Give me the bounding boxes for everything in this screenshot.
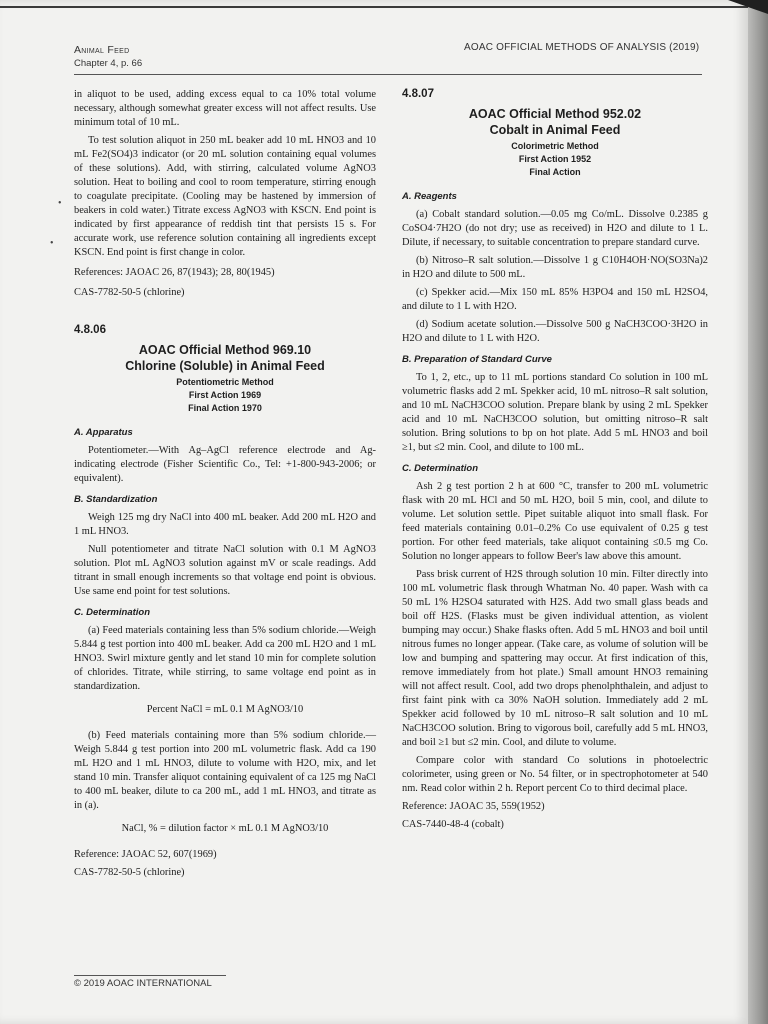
corner-mark: [728, 0, 768, 14]
copyright-footer: © 2019 AOAC INTERNATIONAL: [74, 978, 212, 989]
paragraph: To 1, 2, etc., up to 11 mL portions standard Co solution in 100 mL volumetric flasks add 2 mL Spekker acid, 10 mL nitroso–R salt solution, and 10 mL NaCH3COO solution. Prepare blank by using 2 mL Spekker acid and 10 mL NaCH3COO solution, but omitting nitroso–R salt solution. Bring solutions to bp on hot plate. Add 5 mL HNO3 and boil ≥1, but ≤2 min. Cool, and dilute to 100 mL.: [402, 372, 708, 453]
subsection-heading: B. Preparation of Standard Curve: [402, 354, 552, 365]
running-header-left: [74, 44, 142, 70]
right-column: [402, 88, 708, 836]
running-header-right: AOAC OFFICIAL METHODS OF ANALYSIS (2019): [464, 42, 700, 53]
chapter-name: Animal Feed: [74, 44, 130, 56]
footer-rule: [74, 975, 226, 976]
method-subject: Chlorine (Soluble) in Animal Feed: [125, 359, 325, 373]
subsection-heading: C. Determination: [74, 607, 151, 618]
header-rule: [74, 74, 702, 75]
paragraph: Ash 2 g test portion 2 h at 600 °C, transfer to 200 mL volumetric flask with 20 mL HCl and 50 mL H2O, boil 5 min, cool, and dilute to volume. Let solution settle. Pipet suitable aliquot into small flask. For feed materials containing 0.01–0.2% Co use equivalent of 0.25 g test portion. For other feed materials, take aliquot containing ≤0.5 mg Co. Solution no longer appears to follow Beer's law above this amount.: [402, 481, 708, 562]
reference: Reference: JAOAC 52, 607(1969): [74, 849, 217, 860]
method-title: AOAC Official Method 969.10: [138, 343, 312, 357]
paragraph: Potentiometer.—With Ag–AgCl reference electrode and Ag-indicating electrode (Fisher Scientific Co., Tel: +1-800-943-2006; or equivalent).: [74, 445, 376, 484]
paragraph: To test solution aliquot in 250 mL beaker add 10 mL HNO3 and 10 mL Fe2(SO4)3 indicator (or 20 mL solution containing equal volumes of these solutions). Add, with stirring, calculated volume AgNO3 solution. Heat to boiling and cool to room temperature, stirring enough to coagulate precipitate. (Cooling may be hastened by immersion of beakers in cold water.) Titrate excess AgNO3 with KSCN. End point is indicated by first appearance of reddish tint that persists 15 s. For accurate work, use reference solution containing all ingredients except KSCN. End point is first change in color.: [74, 135, 376, 258]
paragraph: in aliquot to be used, adding excess equal to ca 10% total volume necessary, although somewhat greater excess will not affect results. Use minimum total of 10 mL.: [74, 89, 376, 128]
top-border-line: [0, 6, 760, 8]
chapter-page: Chapter 4, p. 66: [74, 58, 143, 69]
left-column: [74, 88, 376, 884]
paragraph: (b) Nitroso–R salt solution.—Dissolve 1 g C10H4OH·NO(SO3Na)2 in H2O and dilute to 500 mL.: [402, 255, 708, 280]
paragraph: Pass brisk current of H2S through solution 10 min. Filter directly into 100 mL volumetric flask through Whatman No. 40 paper. Wash with ca 50 mL 1% H2SO4 saturated with H2S. Add two small glass beads and boil off H2S. (Flasks must be given individual attention, as violent bumping may occur.) Shake flasks often. Add 5 mL HNO3 and boil until nitrous fumes no longer appear. (Take care, as volume of solution will be low and bumping and spattering may occur. At first indication of this, remove immediately from hot plate.) Small amount HNO3 remaining will not affect result. Cool, add two drops phenolphthalein, and adjust to first faint pink with ca 30% NaOH solution. Immediately add 2 mL Spekker acid followed by 10 mL nitroso–R salt solution and 10 mL NaCH3COO solution. Bring to vigorous boil, carefully add 5 mL HNO3, and boil ≥1 but ≤2 min. Cool, and dilute to volume.: [402, 569, 708, 748]
first-action: First Action 1969: [188, 390, 262, 400]
reference: Reference: JAOAC 35, 559(1952): [402, 801, 545, 812]
paragraph: Null potentiometer and titrate NaCl solution with 0.1 M AgNO3 solution. Plot mL AgNO3 solution against mV or scale readings. Add titrant in small enough increments so that voltage end point is obvious. Use same end point for test solutions.: [74, 544, 376, 597]
paragraph: Compare color with standard Co solutions in photoelectric colorimeter, using green or No. 54 filter, or in spectrophotometer at 540 nm. Read color within 2 h. Report percent Co to third decimal place.: [402, 755, 708, 794]
method-type: Colorimetric Method: [511, 141, 599, 151]
paragraph: (d) Sodium acetate solution.—Dissolve 500 g NaCH3COO·3H2O in H2O and dilute to 1 L with H2O.: [402, 319, 708, 344]
cas-number: CAS-7782-50-5 (chlorine): [74, 867, 185, 878]
cas-number: CAS-7440-48-4 (cobalt): [402, 819, 504, 830]
formula: Percent NaCl = mL 0.1 M AgNO3/10: [146, 704, 304, 715]
paragraph: (c) Spekker acid.—Mix 150 mL 85% H3PO4 and 150 mL H2SO4, and dilute to 1 L with H2O.: [402, 287, 708, 312]
subsection-heading: A. Reagents: [402, 191, 457, 202]
subsection-heading: A. Apparatus: [74, 427, 133, 438]
cas-number: CAS-7782-50-5 (chlorine): [74, 287, 185, 298]
references: References: JAOAC 26, 87(1943); 28, 80(1945): [74, 267, 275, 278]
section-number: 4.8.07: [402, 88, 434, 100]
paragraph: Weigh 125 mg dry NaCl into 400 mL beaker. Add 200 mL H2O and 1 mL HNO3.: [74, 512, 376, 537]
page-edge-shadow: [748, 0, 768, 1024]
formula: NaCl, % = dilution factor × mL 0.1 M AgNO3/10: [121, 823, 329, 834]
first-action: First Action 1952: [518, 154, 592, 164]
final-action: Final Action: [529, 167, 581, 177]
method-type: Potentiometric Method: [176, 377, 274, 387]
paragraph: (b) Feed materials containing more than 5% sodium chloride.—Weigh 5.844 g test portion into 200 mL volumetric flask. Add ca 190 mL H2O and 1 mL HNO3, dilute to volume with H2O, mix, and let stand 10 min. Transfer aliquot containing equivalent of ca 125 mg NaCl to 400 mL beaker, dilute to ca 200 mL, add 1 mL HNO3, and titrate as in (a).: [74, 730, 376, 811]
margin-mark: •: [58, 198, 62, 209]
subsection-heading: B. Standardization: [74, 494, 158, 505]
method-title: AOAC Official Method 952.02: [468, 107, 642, 121]
margin-mark: •: [50, 238, 54, 249]
final-action: Final Action 1970: [188, 403, 262, 413]
method-subject: Cobalt in Animal Feed: [489, 123, 621, 137]
paragraph: (a) Cobalt standard solution.—0.05 mg Co/mL. Dissolve 0.2385 g CoSO4·7H2O (do not dry; use as received) in H2O and dilute to 1 L. Dilute, if necessary, to suitable concentration to prepare standard curve.: [402, 209, 708, 248]
section-number: 4.8.06: [74, 324, 106, 336]
paragraph: (a) Feed materials containing less than 5% sodium chloride.—Weigh 5.844 g test portion into 400 mL beaker. Add ca 200 mL H2O and 1 mL HNO3. Swirl mixture gently and let stand 10 min for complete solution of chlorides. Titrate, while stirring, to same voltage end point as in standardization.: [74, 625, 376, 692]
subsection-heading: C. Determination: [402, 463, 479, 474]
